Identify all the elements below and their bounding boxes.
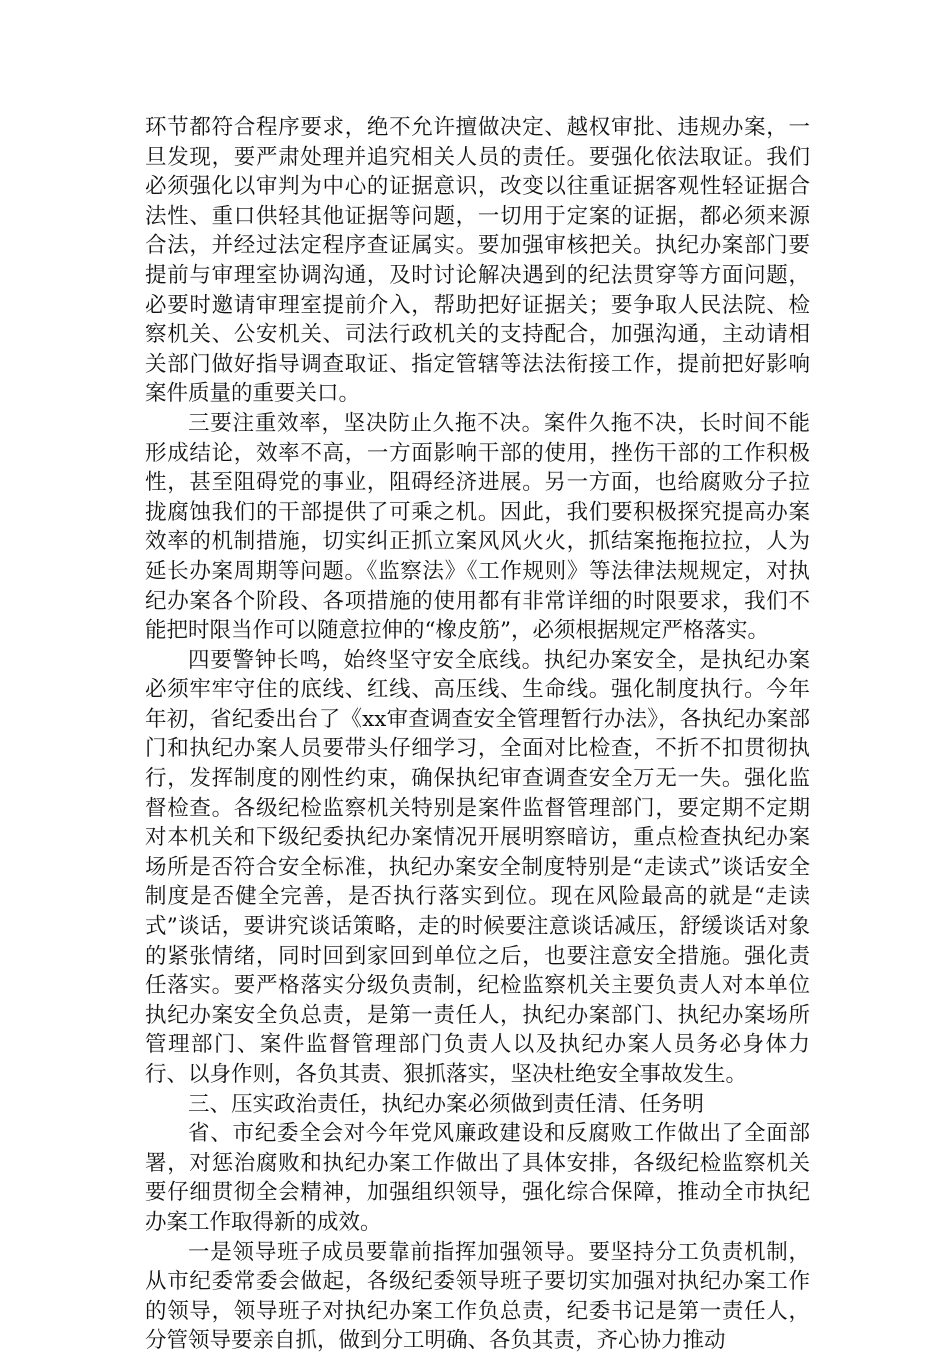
document-page (145, 113, 810, 1356)
paragraph-3: 四要警钟长鸣，始终坚守安全底线。执纪办案安全，是执纪办案必须牢牢守住的底线、红线、高压线、生命线。强化制度执行。今年年初，省纪委出台了《xx审查调查安全管理暂行办法》，各执纪办案部门和执纪办案人员要带头仔细学习，全面对比检查，不折不扣贯彻执行，发挥制度的刚性约束，确保执纪审查调查安全万无一失。强化监督检查。各级纪检监察机关特别是案件监督管理部门，要定期不定期对本机关和下级纪委执纪办案情况开展明察暗访，重点检查执纪办案场所是否符合安全标准，执纪办案安全制度特别是“走读式”谈话安全制度是否健全完善，是否执行落实到位。现在风险最高的就是“走读式”谈话，要讲究谈话策略，走的时候要注意谈话减压，舒缓谈话对象的紧张情绪，同时回到家回到单位之后，也要注意安全措施。强化责任落实。要严格落实分级负责制，纪检监察机关主要负责人对本单位执纪办案安全负总责，是第一责任人，执纪办案部门、执纪办案场所管理部门、案件监督管理部门负责人以及执纪办案人员务必身体力行、以身作则，各负其责、狠抓落实，坚决杜绝安全事故发生。 (145, 647, 810, 1087)
section-heading-3: 三、压实政治责任，执纪办案必须做到责任清、任务明 (188, 1091, 705, 1117)
paragraph-4: 省、市纪委全会对今年党风廉政建设和反腐败工作做出了全面部署，对惩治腐败和执纪办案工作做出了具体安排，各级纪检监察机关要仔细贯彻全会精神，加强组织领导，强化综合保障，推动全市执纪办案工作取得新的成效。 (145, 1121, 810, 1235)
paragraph-5: 一是领导班子成员要靠前指挥加强领导。要坚持分工负责机制，从市纪委常委会做起，各级纪委领导班子要切实加强对执纪办案工作的领导，领导班子对执纪办案工作负总责，纪委书记是第一责任人，分管领导要亲自抓，做到分工明确、各负其责，齐心协力推动 (145, 1239, 810, 1354)
paragraph-1: 环节都符合程序要求，绝不允许擅做决定、越权审批、违规办案，一旦发现，要严肃处理并追究相关人员的责任。要强化依法取证。我们必须强化以审判为中心的证据意识，改变以往重证据客观性轻证据合法性、重口供轻其他证据等问题，一切用于定案的证据，都必须来源合法，并经过法定程序查证属实。要加强审核把关。执纪办案部门要提前与审理室协调沟通，及时讨论解决遇到的纪法贯穿等方面问题，必要时邀请审理室提前介入，帮助把好证据关；要争取人民法院、检察机关、公安机关、司法行政机关的支持配合，加强沟通，主动请相关部门做好指导调查取证、指定管辖等法法衔接工作，提前把好影响案件质量的重要关口。 (145, 115, 810, 407)
paragraph-2: 三要注重效率，坚决防止久拖不决。案件久拖不决，长时间不能形成结论，效率不高，一方面影响干部的使用，挫伤干部的工作积极性，甚至阻碍党的事业，阻碍经济进展。另一方面，也给腐败分子拉拢腐蚀我们的干部提供了可乘之机。因此，我们要积极探究提高办案效率的机制措施，切实纠正抓立案风风火火，抓结案拖拖拉拉，人为延长办案周期等问题。《监察法》《工作规则》等法律法规规定，对执纪办案各个阶段、各项措施的使用都有非常详细的时限要求，我们不能把时限当作可以随意拉伸的“橡皮筋”，必须根据规定严格落实。 (145, 410, 810, 644)
